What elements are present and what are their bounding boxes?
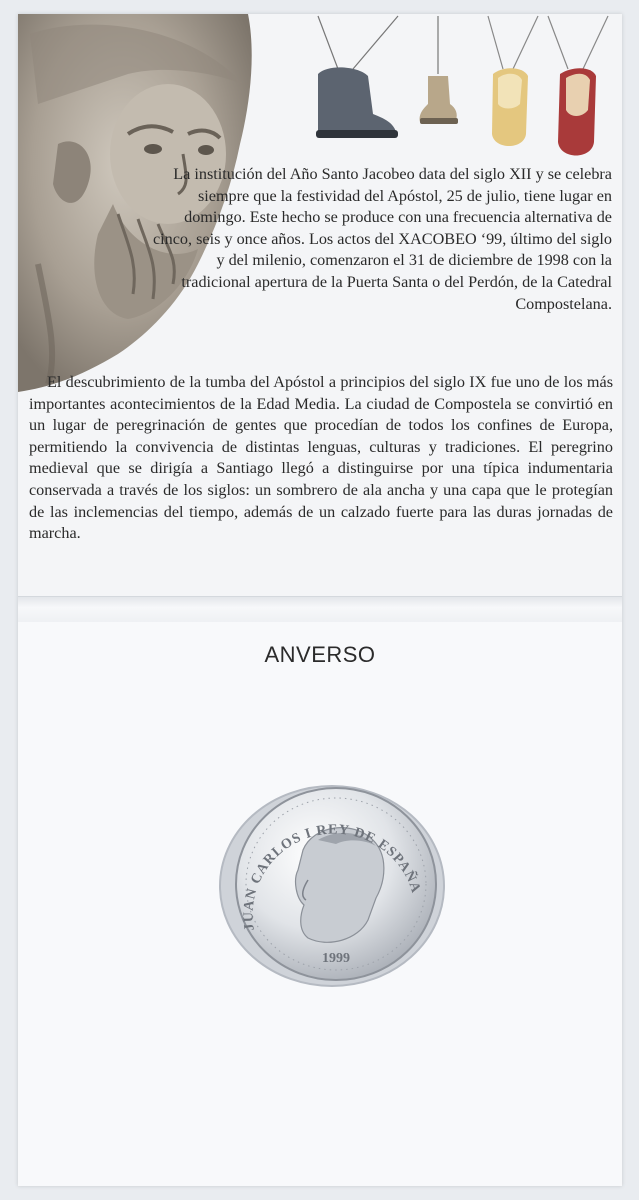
intro-paragraph: La institución del Año Santo Jacobeo data del siglo XII y se celebra siempre que la festividad del Apóstol, 25 de julio, tiene lugar en domingo. Este hecho se produce con una frecuencia alternativa de cinco, seis y once años. Los actos del XACOBEO ‘99, último del siglo y del milenio, comenzaron el 31 de diciembre de 1998 con la tradicional apertura de la Puerta Santa o del Perdón, de la Catedral Compostelana.: [152, 165, 612, 313]
coin-panel: [18, 622, 622, 1186]
info-panel: [18, 14, 622, 596]
coin-year: 1999: [322, 951, 350, 966]
folder-fold: [18, 596, 622, 624]
side-label: ANVERSO: [264, 642, 376, 667]
history-paragraph: El descubrimiento de la tumba del Apóstol a principios del siglo IX fue uno de los más importantes acontecimientos de la Edad Media. La ciudad de Compostela se convirtió en un lugar de peregrinación de gentes que procedían de todos los confines de Europa, permitiendo la convivencia de distintas lenguas, culturas y tradiciones. El peregrino medieval que se dirigía a Santiago llegó a distinguirse por una típica indumentaria conservada a través de los siglos: un sombrero de ala ancha y una capa que le protegían de las inclemencias del tiempo, además de un calzado fuerte para las duras jornadas de marcha.: [29, 373, 613, 543]
coin-legend-arc: JUAN CARLOS I REY DE ESPAÑA: [241, 822, 424, 932]
silver-coin: [208, 780, 448, 990]
hanging-shoes-image: [288, 14, 622, 159]
